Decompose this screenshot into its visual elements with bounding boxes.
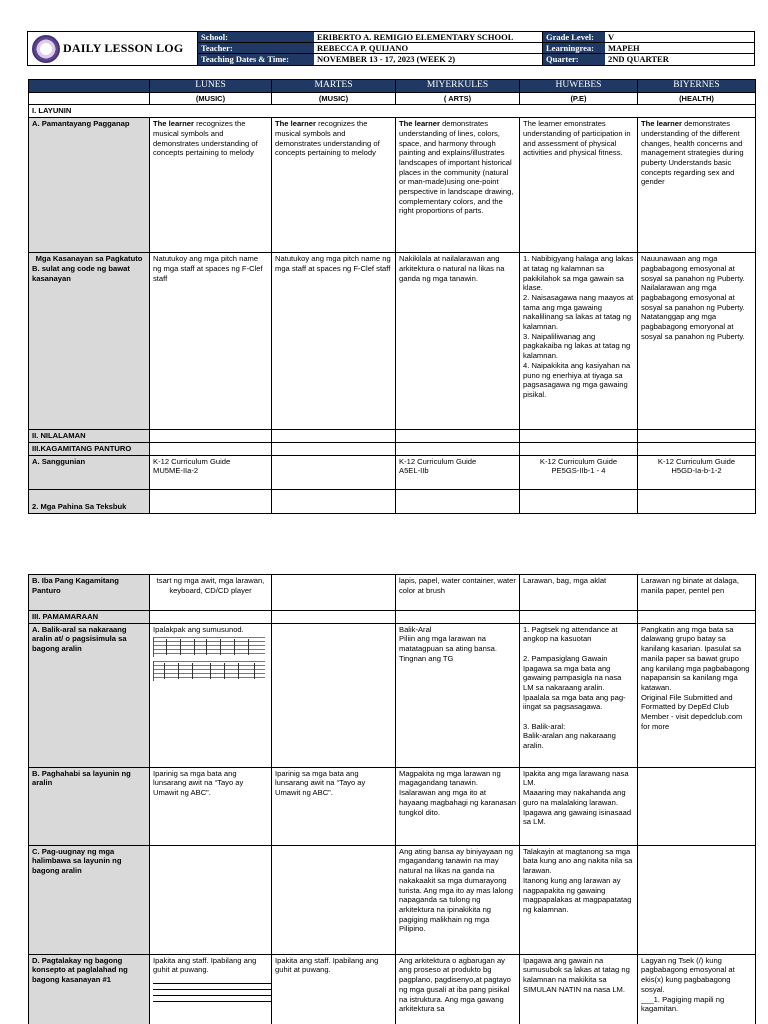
pagtalakay-cell: Ipagawa ang gawain na sumusubok sa lakas at tatag ng kalamnan na makikita sa SIMULAN NATIN na nasa LM. bbox=[520, 954, 638, 1024]
pamantayan-cell: The learner recognizes the musical symbols and demonstrates understanding of concepts pertaining to melody bbox=[150, 118, 272, 253]
pag-uugnay-cell bbox=[638, 845, 756, 954]
sanggunian-cell bbox=[272, 455, 396, 489]
kasanayan-cell: Nakikilala at nailalarawan ang arkitektura o natural na likas na ganda ng mga tanawin. bbox=[396, 253, 520, 430]
balik-aral-cell: 1. Pagtsek ng attendance at angkop na kasuotan 2. Pampasiglang Gawain Ipagawa sa mga bata ang gawaing pampasigla na nasa LM sa nakaraang aralin. Ipaalala sa mga bata ang pag-iingat sa pagsasagawa. 3. Balik-aral: Balik-aralan ang nakaraang aralin. bbox=[520, 623, 638, 767]
row-label-balik-aral: A. Balik-aral sa nakaraang aralin at/ o pagsisimula sa bagong aralin bbox=[29, 623, 150, 767]
iba-cell: lapis, papel, water container, water color at brush bbox=[396, 575, 520, 611]
pag-uugnay-cell bbox=[150, 845, 272, 954]
subject-label: ( ARTS) bbox=[396, 92, 520, 105]
pag-uugnay-cell bbox=[272, 845, 396, 954]
pagtalakay-cell: Ipakita ang staff. Ipabilang ang guhit at puwang. bbox=[272, 954, 396, 1024]
row-label-paghahabi: B. Paghahabi sa layunin ng aralin bbox=[29, 767, 150, 845]
section-layunin: I. LAYUNIN bbox=[29, 105, 756, 118]
row-label-kagamitan: III.KAGAMITANG PANTURO bbox=[29, 442, 150, 455]
pagtalakay-cell: Ipakita ang staff. Ipabilang ang guhit at puwang. bbox=[150, 954, 272, 1024]
subject-label: (MUSIC) bbox=[272, 92, 396, 105]
row-label-iba-pang-kagamitan: B. Iba Pang Kagamitang Panturo bbox=[29, 575, 150, 611]
day-header: MARTES bbox=[272, 80, 396, 93]
kasanayan-cell: Natutukoy ang mga pitch name ng mga staff at spaces ng F-Clef staff bbox=[150, 253, 272, 430]
lesson-table-part-2 bbox=[28, 574, 756, 1024]
day-header: LUNES bbox=[150, 80, 272, 93]
iba-cell: Larawan ng binate at dalaga, manila paper, pentel pen bbox=[638, 575, 756, 611]
pag-uugnay-cell: Ang ating bansa ay biniyayaan ng mgagandang tanawin na may natural na likas na ganda na nakakaakit sa mga dumarayong turista. Ang mga ito ay mas lalong napaganda sa tulong ng arkitektura na ipinakikita ng pagiging malikhain ng mga Pilipino. bbox=[396, 845, 520, 954]
teacher-label: Teacher: bbox=[198, 43, 314, 54]
answer-lines bbox=[153, 978, 268, 1002]
teaching-dates-label: Teaching Dates & Time: bbox=[198, 54, 314, 65]
pagtalakay-cell: Lagyan ng Tsek (/) kung pagbabagong emosyonal at ekis(x) kung pagbabagong sosyal. ___1. Pagiging mapili ng kagamitan. bbox=[638, 954, 756, 1024]
page-title: DAILY LESSON LOG bbox=[63, 41, 184, 55]
header-logo-cell bbox=[28, 32, 198, 65]
paghahabi-cell: Iparinig sa mga bata ang lunsarang awit na “Tayo ay Umawit ng ABC”. bbox=[150, 767, 272, 845]
day-header: BIYERNES bbox=[638, 80, 756, 93]
row-label-kasanayan: Mga Kasanayan sa Pagkatuto B. sulat ang code ng bawat kasanayan bbox=[29, 253, 150, 430]
kasanayan-cell: Nauunawaan ang mga pagbabagong emosyonal at sosyal sa panahon ng Puberty. Nailalarawan ang mga pagbabagong emosyonal at sosyal sa panahon ng Puberty. Natatanggap ang mga pagbabagong emoryonal at sosyal sa panahon ng Puberty. bbox=[638, 253, 756, 430]
balik-aral-cell bbox=[272, 623, 396, 767]
lesson-table-part-1 bbox=[28, 79, 756, 514]
row-label-pahina: 2. Mga Pahina Sa Teksbuk bbox=[29, 489, 150, 513]
school-value: ERIBERTO A. REMIGIO ELEMENTARY SCHOOL bbox=[314, 32, 543, 43]
sanggunian-cell: K-12 Curriculum Guide H5GD-Ia-b-1-2 bbox=[638, 455, 756, 489]
pagtalakay-cell: Ang arkitektura o agbarugan ay ang proseso at produkto bg pagplano, pagdisenyo,at pagtayo ng mga gusali at iba pang pisikal na istruktura. Ang mga gawang arkitektura sa bbox=[396, 954, 520, 1024]
deped-seal-icon bbox=[32, 35, 60, 63]
subject-corner bbox=[29, 92, 150, 105]
pamantayan-cell: The learner emonstrates understanding of participation in and assessment of physical activities and physical fitness. bbox=[520, 118, 638, 253]
subject-label: (MUSIC) bbox=[150, 92, 272, 105]
sanggunian-cell: K-12 Curriculum Guide A5EL-IIb bbox=[396, 455, 520, 489]
subject-label: (HEALTH) bbox=[638, 92, 756, 105]
learning-area-label: Learningrea: bbox=[543, 43, 605, 54]
grade-level-label: Grade Level: bbox=[543, 32, 605, 43]
day-header: HUWEBES bbox=[520, 80, 638, 93]
rhythm-staff-icon bbox=[153, 637, 265, 657]
header-block bbox=[27, 31, 755, 66]
row-label-pag-uugnay: C. Pag-uugnay ng mga halimbawa sa layunin ng bagong aralin bbox=[29, 845, 150, 954]
rhythm-staff-icon bbox=[153, 661, 265, 681]
balik-aral-cell: Pangkatin ang mga bata sa dalawang grupo batay sa kanilang kasarian. Ipasulat sa manila paper sa bawat grupo ang kanilang mga pagbabagong napapansin sa kanilang mga katawan. Original File Submitted and Formatted by DepEd Club Member - visit depedclub.com for more bbox=[638, 623, 756, 767]
sanggunian-cell: K-12 Curriculum Guide PE5GS-IIb-1 - 4 bbox=[520, 455, 638, 489]
iba-cell: Larawan, bag, mga aklat bbox=[520, 575, 638, 611]
paghahabi-cell bbox=[638, 767, 756, 845]
sanggunian-cell: K-12 Curriculum Guide MU5ME-IIa-2 bbox=[150, 455, 272, 489]
kasanayan-cell: 1. Nabibigyang halaga ang lakas at tatag ng kalamnan sa pakikilahok sa mga gawain sa klase. 2. Naisasagawa nang maayos at tama ang mga gawaing nakalilinang sa lakas at tatag ng kalamnan. 3. Naipaliliwanag ang pagkakaiba ng lakas at tatag ng kalamnan. 4. Naipakikita ang kasiyahan na puno ng enerhiya at tiyaga sa pagsasagawa ng mga gawaing pisikal. bbox=[520, 253, 638, 430]
row-label-nilalaman: II. NILALAMAN bbox=[29, 430, 150, 443]
subject-label: (P.E) bbox=[520, 92, 638, 105]
school-label: School: bbox=[198, 32, 314, 43]
balik-aral-cell: Balik-Aral Piliin ang mga larawan na matatagpuan sa ating bansa. Tingnan ang TG bbox=[396, 623, 520, 767]
iba-cell bbox=[272, 575, 396, 611]
section-pamamaraan: III. PAMAMARAAN bbox=[29, 611, 150, 624]
kasanayan-cell: Natutukoy ang mga pitch name ng mga staff at spaces ng F-Clef staff bbox=[272, 253, 396, 430]
paghahabi-cell: Ipakita ang mga larawang nasa LM. Maaaring may nakahanda ang guro na malalaking larawan. Ipagawa ang gawaing isinasaad sa LM. bbox=[520, 767, 638, 845]
paghahabi-cell: Iparinig sa mga bata ang lunsarang awit na “Tayo ay Umawit ng ABC”. bbox=[272, 767, 396, 845]
quarter-label: Quarter: bbox=[543, 54, 605, 65]
rhythm-staff-images bbox=[153, 637, 268, 681]
teacher-value: REBECCA P. QUIJANO bbox=[314, 43, 543, 54]
teaching-dates-value: NOVEMBER 13 - 17, 2023 (WEEK 2) bbox=[314, 54, 543, 65]
row-label-sanggunian: A. Sanggunian bbox=[29, 455, 150, 489]
pag-uugnay-cell: Talakayin at magtanong sa mga bata kung ano ang nakita nila sa larawan. Itanong kung ang larawan ay nagpapakita ng gawaing magpapalakas at magpapatatag ng kalamnan. bbox=[520, 845, 638, 954]
pamantayan-cell: The learner demonstrates understanding of the different changes, health concerns and management strategies during puberty Understands basic concepts regarding sex and gender bbox=[638, 118, 756, 253]
learning-area-value: MAPEH bbox=[605, 43, 754, 54]
day-header: MIYERKULES bbox=[396, 80, 520, 93]
row-label-pagtalakay: D. Pagtalakay ng bagong konsepto at paglalahad ng bagong kasanayan #1 bbox=[29, 954, 150, 1024]
pamantayan-cell: The learner recognizes the musical symbols and demonstrates understanding of concepts pertaining to melody bbox=[272, 118, 396, 253]
corner-cell bbox=[29, 80, 150, 93]
header-info-grid bbox=[198, 32, 754, 65]
balik-aral-cell: Ipalakpak ang sumusunod. bbox=[150, 623, 272, 767]
paghahabi-cell: Magpakita ng mga larawan ng magagandang tanawin. Isalarawan ang mga ito at hayaang magbahagi ng karanasan tungkol dito. bbox=[396, 767, 520, 845]
row-label-pamantayan: A. Pamantayang Pagganap bbox=[29, 118, 150, 253]
pamantayan-cell: The learner demonstrates understanding of lines, colors, space, and harmony through painting and explains/illustrates landscapes of important historical places in the community (natural or man-made)using one-point perspective in landscape drawing, complementary colors, and the right proportions of parts. bbox=[396, 118, 520, 253]
quarter-value: 2ND QUARTER bbox=[608, 54, 669, 64]
grade-level-value: V bbox=[605, 32, 754, 43]
iba-cell: tsart ng mga awit, mga larawan, keyboard, CD/CD player bbox=[150, 575, 272, 611]
